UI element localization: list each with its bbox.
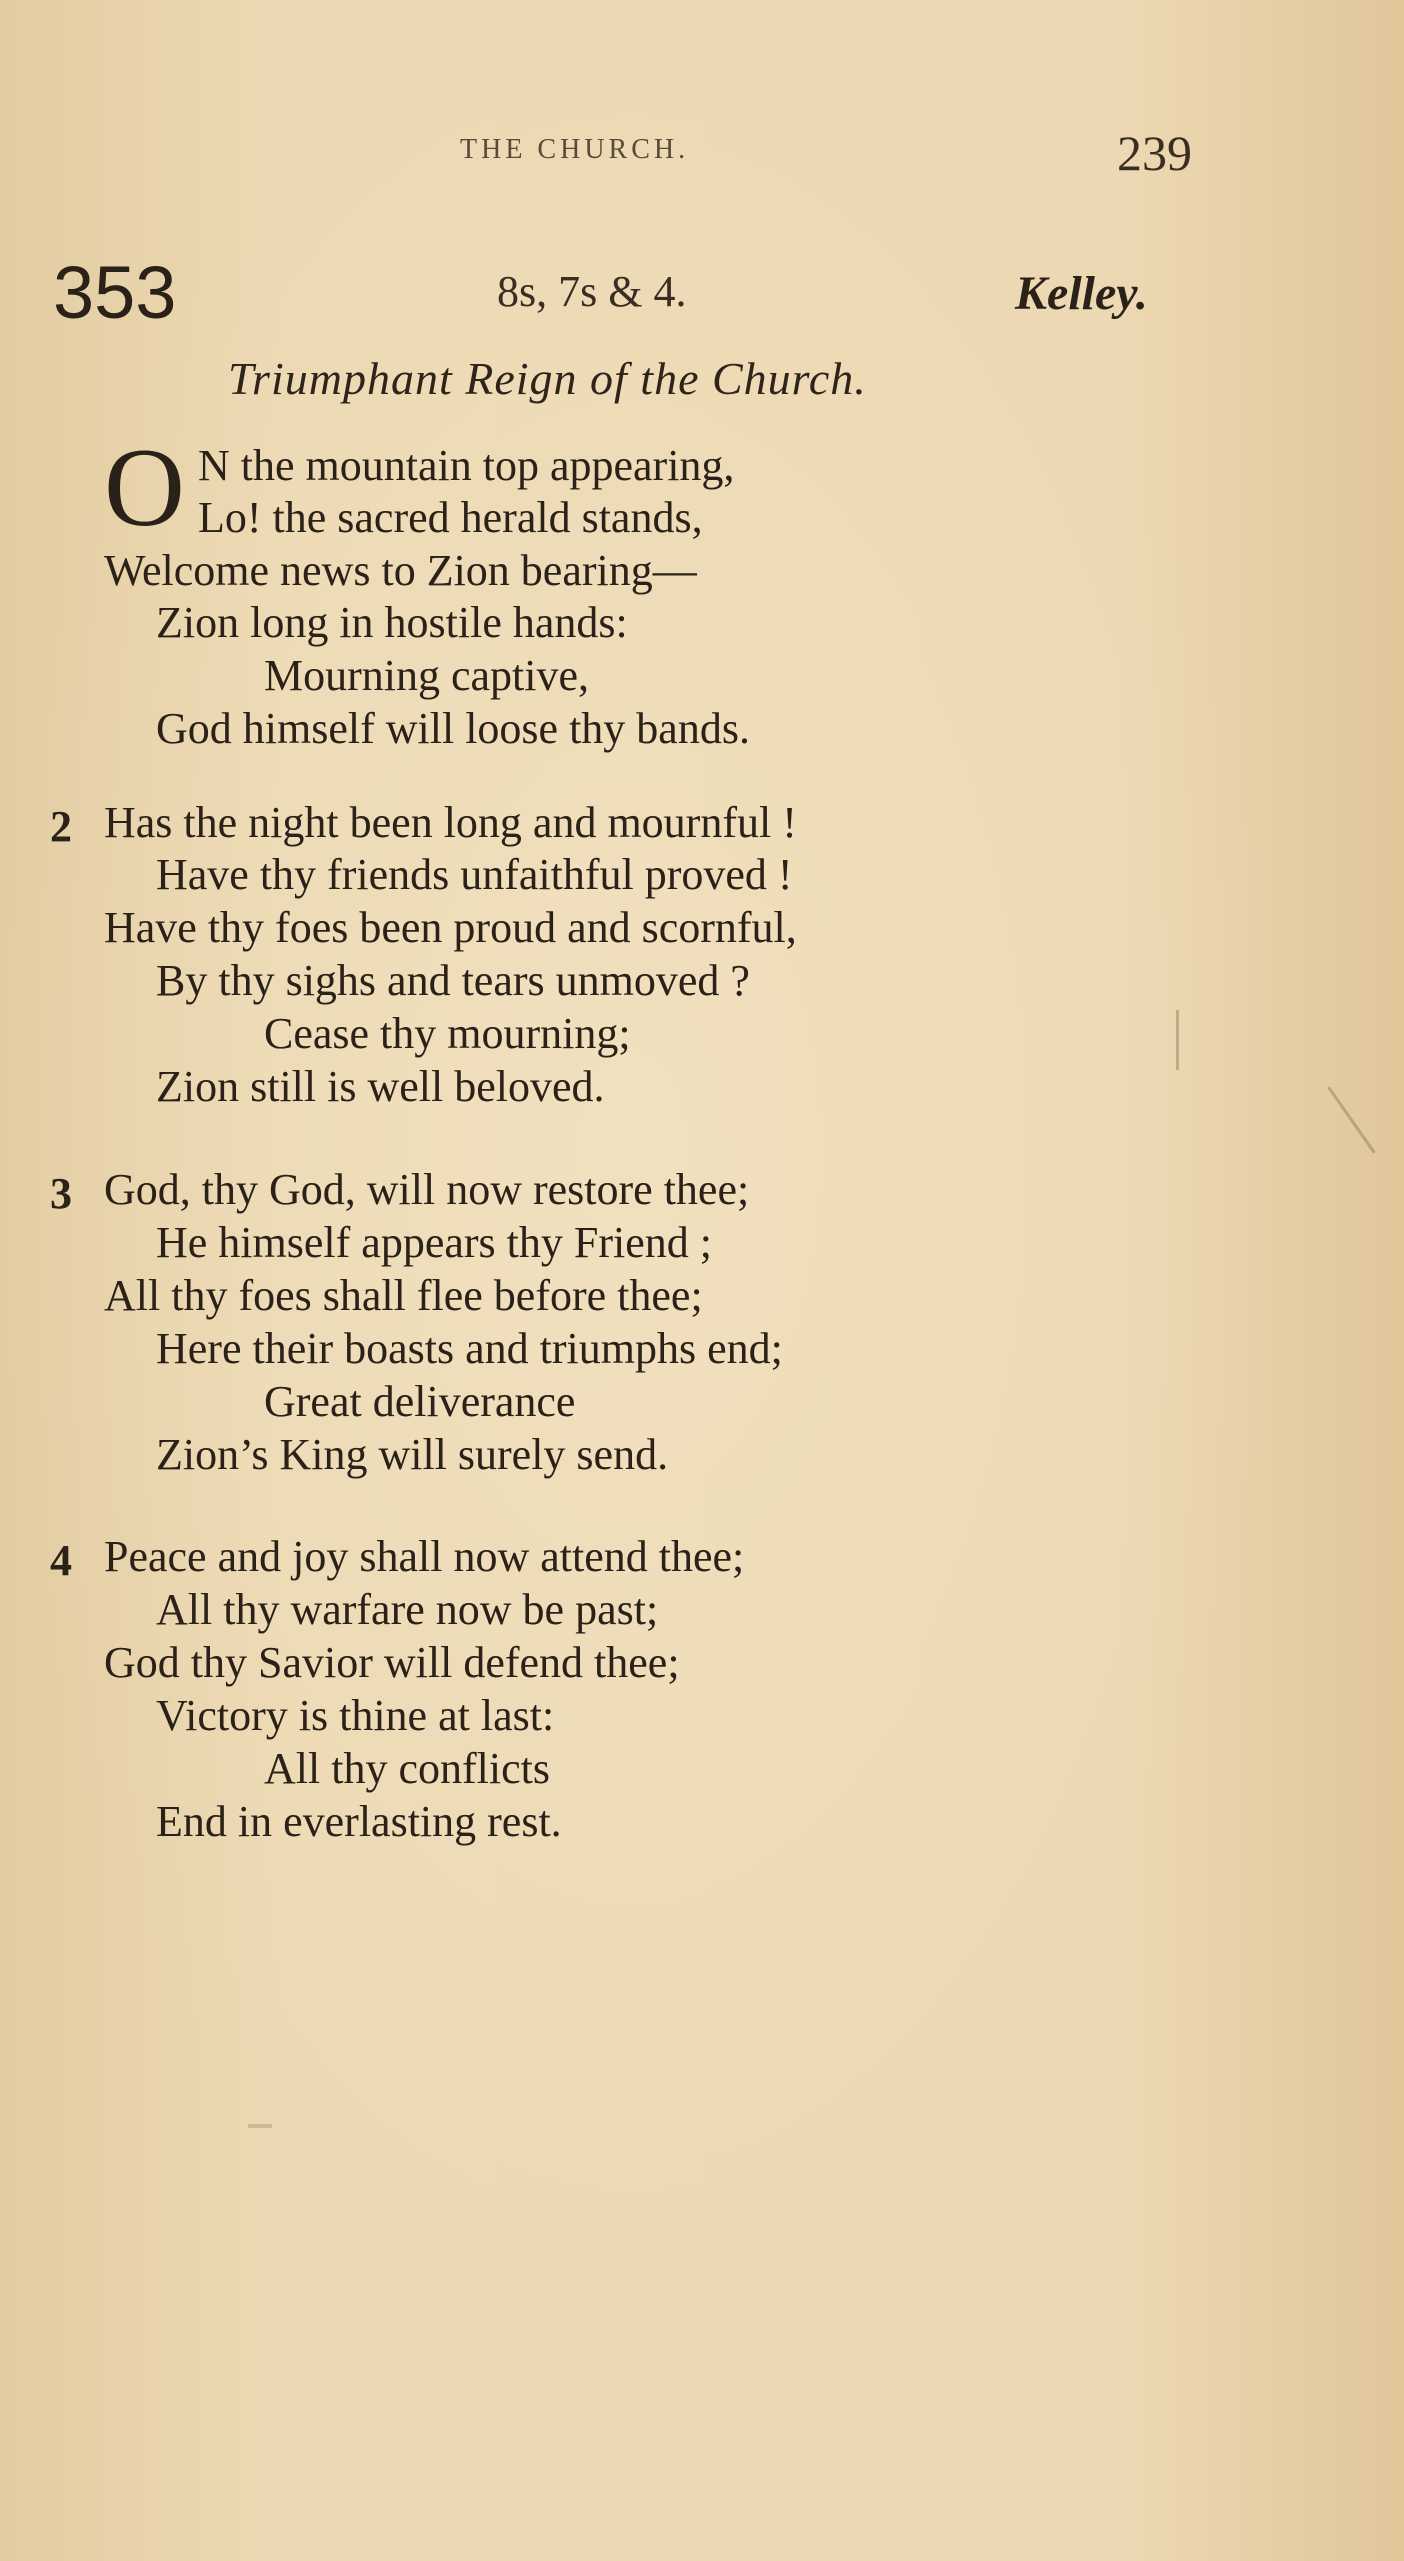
verse-line: Zion’s King will surely send. (156, 1430, 669, 1479)
hymn-number: 353 (53, 251, 177, 334)
verse-line: Victory is thine at last: (156, 1691, 555, 1740)
paper-mark (248, 2124, 272, 2128)
verse-line: God, thy God, will now restore thee; (104, 1165, 750, 1214)
verse-line: End in everlasting rest. (156, 1797, 562, 1846)
hymn-title: Triumphant Reign of the Church. (228, 353, 867, 404)
verse-line: Have thy friends unfaithful proved ! (156, 850, 793, 899)
running-head: THE CHURCH. (460, 134, 690, 165)
verse-line: Cease thy mourning; (264, 1009, 631, 1058)
hymn-heading (0, 250, 1404, 340)
paper-mark (1327, 1086, 1375, 1153)
page-header (0, 125, 1404, 188)
page-number: 239 (1117, 125, 1192, 181)
verse-line: Peace and joy shall now attend thee; (104, 1532, 745, 1581)
hymn-meter: 8s, 7s & 4. (497, 267, 687, 316)
verse-line: God thy Savior will defend thee; (104, 1638, 680, 1687)
verse-line: Zion still is well beloved. (156, 1062, 605, 1111)
hymn-author: Kelley. (1015, 267, 1148, 320)
verse-number: 4 (50, 1536, 72, 1585)
verse-number: 2 (50, 802, 72, 851)
verse-line: Mourning captive, (264, 651, 590, 700)
verse-line: Have thy foes been proud and scornful, (104, 903, 797, 952)
verse-line: Here their boasts and triumphs end; (156, 1324, 783, 1373)
verse-line: Welcome news to Zion bearing— (104, 546, 697, 595)
paper-mark (1176, 1010, 1179, 1070)
verse-line: Zion long in hostile hands: (156, 598, 628, 647)
verse-line: N the mountain top appearing, (198, 441, 735, 490)
verse-line: By thy sighs and tears unmoved ? (156, 956, 750, 1005)
verse-line: All thy warfare now be past; (156, 1585, 659, 1634)
verse-line: He himself appears thy Friend ; (156, 1218, 712, 1267)
verse-line: God himself will loose thy bands. (156, 704, 750, 753)
verse-number: 3 (50, 1169, 72, 1218)
verse-line: Lo! the sacred herald stands, (198, 493, 703, 542)
verse-line: Has the night been long and mournful ! (104, 798, 797, 847)
verse-line: All thy conflicts (264, 1744, 550, 1793)
verse-line: All thy foes shall flee before thee; (104, 1271, 703, 1320)
drop-cap: O (104, 426, 185, 550)
verse-line: Great deliverance (264, 1377, 576, 1426)
